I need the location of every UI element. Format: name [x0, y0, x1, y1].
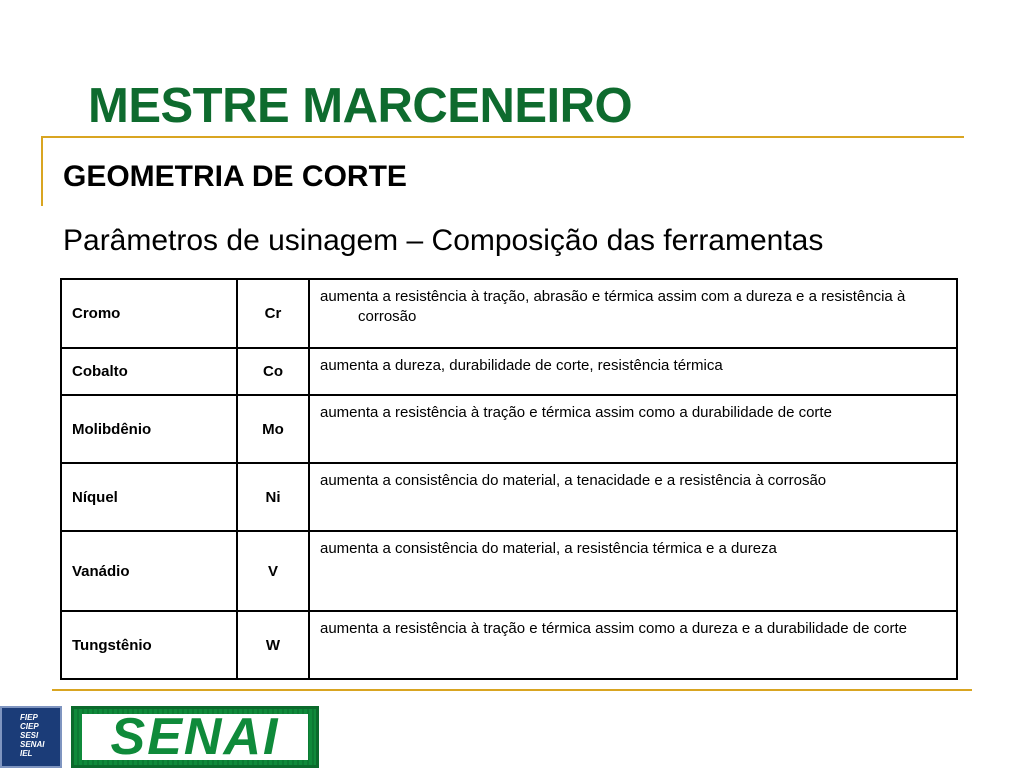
slide-subtitle: GEOMETRIA DE CORTE	[63, 160, 407, 193]
element-symbol: W	[237, 611, 309, 679]
section-heading: Parâmetros de usinagem – Composição das ferramentas	[63, 224, 824, 257]
element-symbol: Ni	[237, 463, 309, 531]
logo-line: SENAI	[20, 740, 45, 749]
fiep-system-logo	[0, 706, 62, 768]
element-name: Vanádio	[61, 531, 237, 611]
element-name: Níquel	[61, 463, 237, 531]
element-description: aumenta a dureza, durabilidade de corte, resistência térmica	[320, 357, 723, 374]
element-description: aumenta a consistência do material, a resistência térmica e a dureza	[320, 540, 777, 557]
bottom-divider	[52, 689, 972, 691]
logo-line: SESI	[20, 731, 39, 740]
element-name: Cobalto	[61, 348, 237, 395]
logo-line: IEL	[20, 749, 33, 758]
element-description: aumenta a consistência do material, a tenacidade e a resistência à corrosão	[320, 472, 827, 489]
element-name: Tungstênio	[61, 611, 237, 679]
element-symbol: Co	[237, 348, 309, 395]
table-row	[61, 463, 957, 531]
table-row	[61, 611, 957, 679]
table-row	[61, 395, 957, 463]
senai-logo	[71, 706, 319, 768]
element-name: Molibdênio	[61, 395, 237, 463]
element-symbol: Cr	[237, 279, 309, 348]
element-description: aumenta a resistência à tração, abrasão e térmica assim com a dureza e a resistência à corrosão	[320, 288, 906, 325]
element-symbol: V	[237, 531, 309, 611]
slide-title: MESTRE MARCENEIRO	[88, 79, 633, 133]
senai-logo-text: SENAI	[110, 708, 280, 766]
logo-line: CIEP	[20, 722, 39, 731]
element-description: aumenta a resistência à tração e térmica assim como a durabilidade de corte	[320, 404, 832, 421]
top-divider	[42, 136, 964, 138]
element-symbol: Mo	[237, 395, 309, 463]
table-row	[61, 279, 957, 348]
left-divider	[41, 136, 43, 206]
logo-line: FIEP	[20, 713, 38, 722]
composition-table	[60, 278, 958, 680]
table-row	[61, 531, 957, 611]
element-name: Cromo	[61, 279, 237, 348]
table-row	[61, 348, 957, 395]
element-description: aumenta a resistência à tração e térmica assim como a dureza e a durabilidade de corte	[320, 620, 907, 637]
